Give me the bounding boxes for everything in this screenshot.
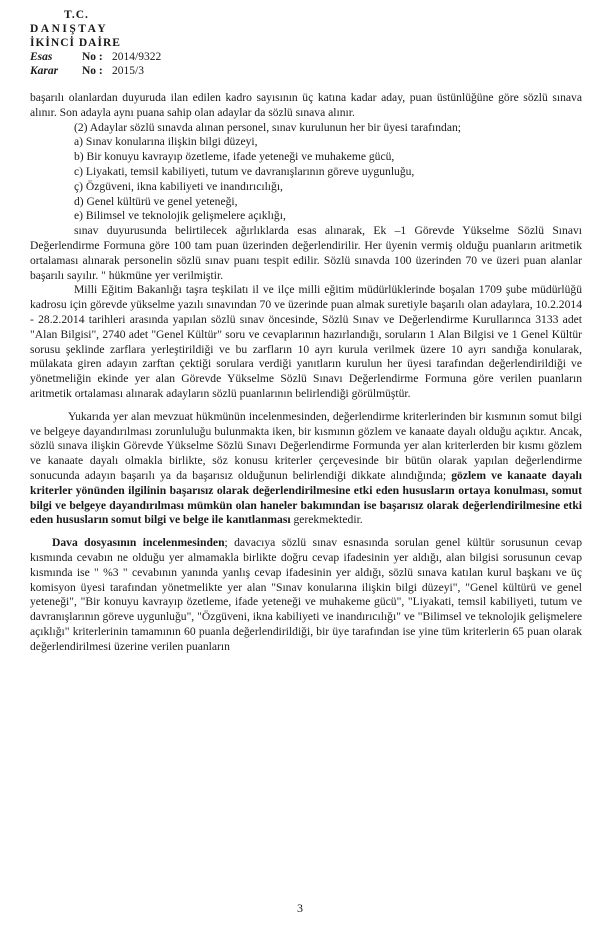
criteria-item-d: d) Genel kültürü ve genel yeteneği, [74, 194, 238, 208]
paragraph-6-text: ; davacıya sözlü sınav esnasında sorulan genel kültür sorusunun cevap kısmında cevabın ne olduğu yer almamakla birlikte doğru cevap ifadesinin yer aldığı, alan bilgisi sorusunun cevap kısmında ise " %3 " cevabının yanında yanlış cevap ifadesinin yer aldığı, sözlü sınava katılan kurul başkanı ve üç komisyon üyesi tarafından yönetmelikte yer alan "Sınav konularına ilişkin bilgi düzeyi", "Genel kültürü ve genel yeteneği", "Bir konuyu kavrayıp özetleme, ifade yeteneği ve muhakeme gücü", "Liyakati, temsil kabiliyeti, tutum ve davranışlarının göreve uygunluğu", "Özgüveni, ikna kabiliyeti ve inandırıcılığı" ve "Bilimsel ve teknolojik gelişmelere açıklığı" kriterlerinin tamamının 60 puanla değerlendirildiği, bir üye tarafından ise yine tüm kriterlerin 65 puan olarak değerlendirilmesi üzerine verilen puanların [30, 536, 583, 653]
criteria-item-e: e) Bilimsel ve teknolojik gelişmelere açıklığı, [74, 209, 286, 223]
paragraph-4: Milli Eğitim Bakanlığı taşra teşkilatı il ve ilçe milli eğitim müdürlüklerinde boşalan 1709 şube müdürlüğü kadrosu için görevde yükselme yazılı sınavından 70 ve üzerinde puan almak suretiyle başarılı olan adaylara, 10.2.2014 - 28.2.2014 tarihleri arasında yapılan sözlü sınav öncesinde, Sözlü Sınav ve Değerlendirme Kurullarınca 3133 adet "Alan Bilgisi", 2740 adet "Genel Kültür" soru ve cevaplarının hazırlandığı, soruların 1 Alan Bilgisi ve 1 Genel Kültür sorusu şeklinde zarflara yerleştirildiği ve bu zarfların 10 ayrı kurula verilmek üzere 10 ayrı sandığa konularak, mülakata giren adayın zarftan çektiği sorulara verdiği yanıtların kurulun her üyesi tarafından değerlendirildiği ve yönetmeliğin ekinde yer alan Görevde Yükselme Sözlü Sınavı Değerlendirme Formuna göre verilen puanların aritmetik ortalaması alınarak adayların sözlü puanlarının belirlendiği görülmüştür. [30, 283, 582, 400]
esas-label: Esas [30, 51, 53, 63]
karar-label: Karar [30, 65, 59, 77]
esas-value: 2014/9322 [112, 51, 162, 63]
document-header [30, 8, 582, 78]
paragraph-5-text: Yukarıda yer alan mevzuat hükmünün incelenmesinden, değerlendirme kriterlerinden bir kısmının somut bilgi ve belgeye dayandırılması zorunluluğu bulunmakta iken, bir kısmının gözlem ve kanaate dayalı olduğu açıktır. Ancak, sözlü sınava ilişkin Görevde Yükselme Sözlü Sınavı Değerlendirme Formunda yer alan kriterlerden bir kısmı gözlem ve kanaate dayalı olmakla birlikte, söz konusu kriterler çerçevesinde bir bütün olarak yapılan değerlendirme sonucunda adayın başarılı ya da başarısız olduğunun belirlendiği dikkate alındığında; [30, 409, 582, 482]
page-number: 3 [297, 901, 303, 915]
header-karar-row [30, 64, 582, 78]
paragraph-3: sınav duyurusunda belirtilecek ağırlıklarda esas alınarak, Ek –1 Görevde Yükselme Sözlü Sınavı Değerlendirme Formuna göre 100 tam puan üzerinden değerlendirilir. Her üyenin vermiş olduğu puanların aritmetik ortalaması alınarak personelin sözlü sınav puanı tespit edilir. Sözlü sınavda 100 üzerinden 70 ve üzeri puan alanlar başarılı sayılır. " hükmüne yer verilmiştir. [30, 224, 582, 282]
karar-no-label: No : [82, 65, 103, 77]
karar-value: 2015/3 [112, 65, 144, 77]
paragraph-1: başarılı olanlardan duyuruda ilan edilen kadro sayısının üç katına kadar aday, puan üstünlüğüne göre sözlü sınava alınır. Son adayla aynı puana sahip olan adaylar da sözlü sınava alınır. [30, 91, 582, 119]
criteria-item-a: a) Sınav konularına ilişkin bilgi düzeyi, [74, 135, 258, 149]
header-tc: T.C. [64, 9, 89, 21]
criteria-item-c: c) Liyakati, temsil kabiliyeti, tutum ve davranışlarının göreve uygunluğu, [74, 164, 415, 178]
paragraph-5 [30, 410, 582, 528]
header-chamber: İKİNCİ DAİRE [30, 37, 121, 49]
header-esas-row [30, 50, 582, 64]
paragraph-5-end: gerekmektedir. [290, 513, 363, 527]
header-court: DANIŞTAY [30, 23, 109, 35]
paragraph-5-bold: gözlem ve kanaate dayalı kriterler yönünden ilgilinin başarısız olarak değerlendirilmesine etki eden hususların ortaya konulması, somut bilgi ve belgeye dayandırılması mümkün olan haneler bakımından ise başarısız olarak değerlendirilmesine etki eden hususların somut bilgi ve belge ile kanıtlanması [30, 468, 582, 527]
paragraph-6 [30, 536, 582, 654]
criteria-item-cc: ç) Özgüveni, ikna kabiliyeti ve inandırıcılığı, [74, 179, 283, 193]
paragraph-2: (2) Adaylar sözlü sınavda alınan personel, sınav kurulunun her bir üyesi tarafından; [74, 120, 461, 134]
document-body [30, 91, 582, 654]
paragraph-6-bold: Dava dosyasının incelenmesinden [52, 536, 225, 550]
criteria-item-b: b) Bir konuyu kavrayıp özetleme, ifade yeteneği ve muhakeme gücü, [74, 150, 395, 164]
esas-no-label: No : [82, 51, 103, 63]
